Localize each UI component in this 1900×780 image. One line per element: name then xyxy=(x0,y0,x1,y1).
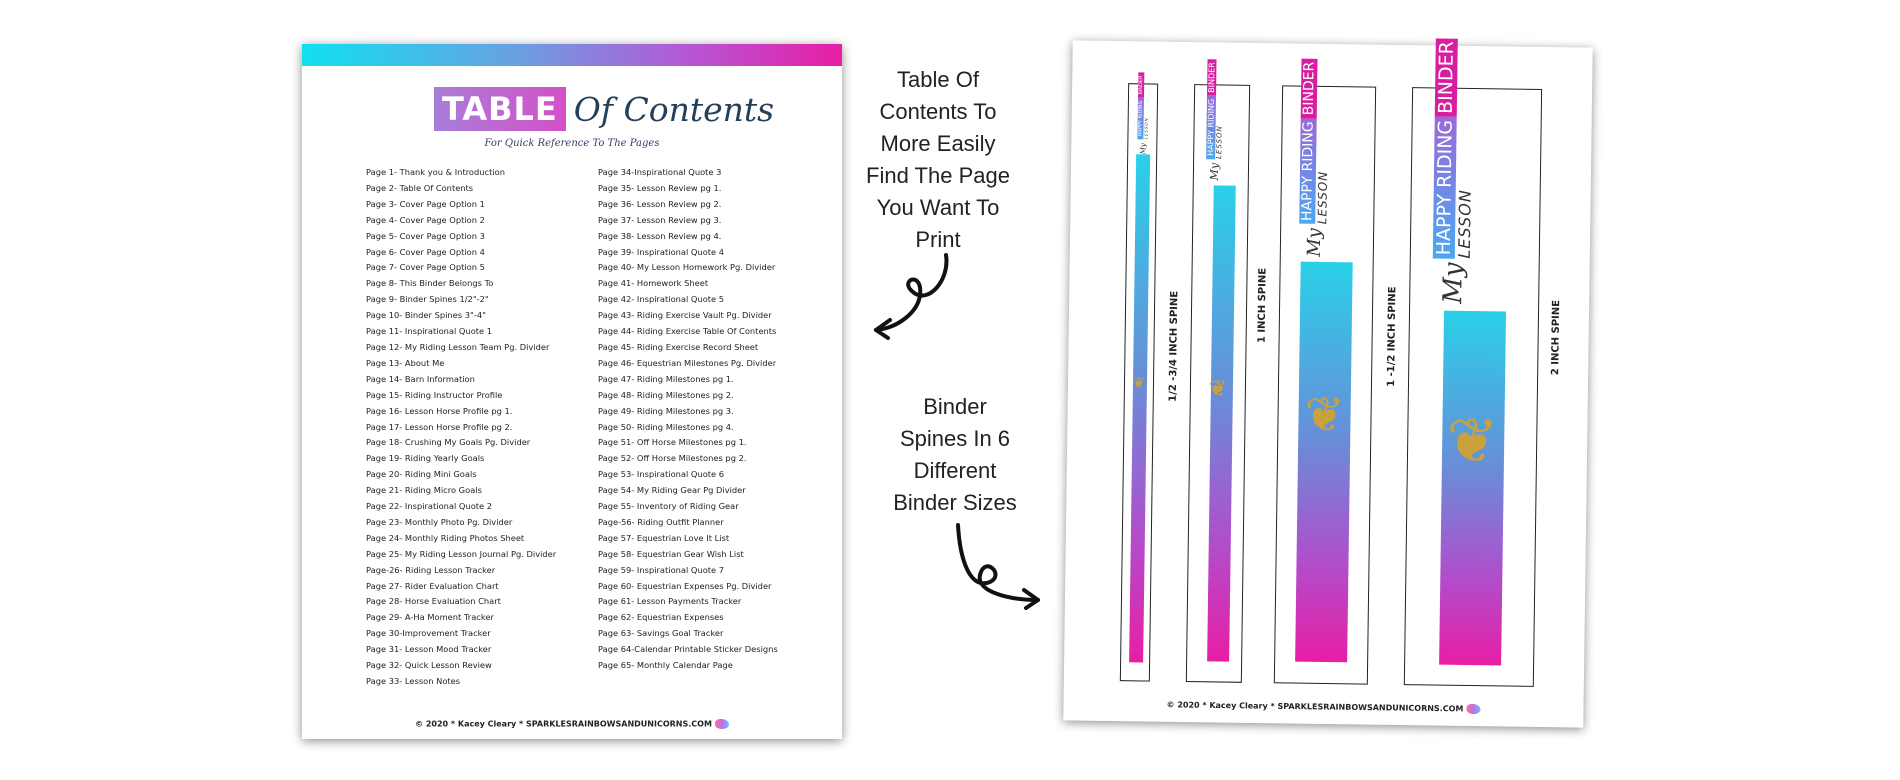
toc-entry: Page 62- Equestrian Expenses xyxy=(598,612,724,623)
spine-title xyxy=(1137,72,1149,154)
unicorn-icon xyxy=(715,719,729,729)
toc-footer-text: © 2020 * Kacey Cleary * SPARKLESRAINBOWSANDUNICORNS.COM xyxy=(415,719,712,729)
curly-arrow-icon xyxy=(868,250,958,340)
caption-line: Spines In 6 xyxy=(899,426,1011,451)
toc-entry: Page 23- Monthly Photo Pg. Divider xyxy=(366,516,513,527)
toc-page xyxy=(302,44,842,739)
toc-entry: Page 61- Lesson Payments Tracker xyxy=(598,596,742,607)
toc-entry: Page 7- Cover Page Option 5 xyxy=(366,262,485,273)
spine-title-happy: HAPPY RIDING xyxy=(1137,98,1144,140)
spine-title-binder: BINDER xyxy=(1207,59,1217,96)
toc-entry: Page 2- Table Of Contents xyxy=(366,182,474,193)
spine-title-lesson: LESSON xyxy=(1454,189,1475,259)
toc-entry: Page 16- Lesson Horse Profile pg 1. xyxy=(366,405,513,416)
toc-title-box: TABLE xyxy=(434,87,566,131)
toc-entry: Page 58- Equestrian Gear Wish List xyxy=(598,548,744,559)
spine-gradient xyxy=(1129,154,1150,662)
spine-label: 2 INCH SPINE xyxy=(1550,299,1563,376)
spine-label: 1/2 -3/4 INCH SPINE xyxy=(1167,290,1181,402)
toc-entry: Page 11- Inspirational Quote 1 xyxy=(366,326,493,337)
spines-footer xyxy=(1063,698,1583,715)
spine-title-my: My xyxy=(1207,162,1222,181)
toc-entry: Page 29- A-Ha Moment Tracker xyxy=(366,612,494,623)
toc-entry: Page 13- About Me xyxy=(366,357,445,368)
toc-entry: Page 9- Binder Spines 1/2"-2" xyxy=(366,294,489,305)
gradient-header-bar xyxy=(302,44,842,66)
toc-entry: Page 64-Calendar Printable Sticker Designs xyxy=(598,644,778,655)
toc-entry: Page 4- Cover Page Option 2 xyxy=(366,214,485,225)
toc-entry: Page 15- Riding Instructor Profile xyxy=(366,389,503,400)
spine-title-lesson: LESSON xyxy=(1315,170,1330,225)
toc-entry: Page 21- Riding Micro Goals xyxy=(366,485,482,496)
spine-title-happy: HAPPY RIDING xyxy=(1299,118,1316,224)
toc-entry: Page 38- Lesson Review pg 4. xyxy=(598,230,722,241)
curly-arrow-icon xyxy=(950,520,1045,610)
caption-line: Binder xyxy=(923,394,987,419)
spine-title-my: My xyxy=(1437,262,1469,304)
unicorn-icon xyxy=(1466,704,1480,714)
toc-entry: Page 57- Equestrian Love It List xyxy=(598,532,730,543)
caption-line: Binder Sizes xyxy=(893,490,1017,515)
toc-entry: Page 65- Monthly Calendar Page xyxy=(598,660,733,671)
spine-title-my: My xyxy=(1303,228,1325,257)
toc-entry: Page 54- My Riding Gear Pg Divider xyxy=(598,485,746,496)
toc-entry: Page 25- My Riding Lesson Journal Pg. Divider xyxy=(366,548,557,559)
spine-title-binder: BINDER xyxy=(1138,72,1144,97)
toc-title xyxy=(434,87,774,131)
toc-entry: Page 53- Inspirational Quote 6 xyxy=(598,469,725,480)
spine-caption xyxy=(880,391,1030,519)
spine-gradient xyxy=(1295,262,1353,663)
spine-gradient xyxy=(1207,185,1236,661)
toc-entry: Page 40- My Lesson Homework Pg. Divider xyxy=(598,262,776,273)
spine-label: 1 INCH SPINE xyxy=(1256,267,1269,344)
spine-title-happy: HAPPY RIDING xyxy=(1433,117,1457,259)
toc-entry: Page 52- Off Horse Milestones pg 2. xyxy=(598,453,747,464)
toc-entry: Page 39- Inspirational Quote 4 xyxy=(598,246,725,257)
spine-half-inch xyxy=(1120,75,1158,681)
toc-entry: Page 30-Improvement Tracker xyxy=(366,628,491,639)
toc-entry: Page 32- Quick Lesson Review xyxy=(366,660,492,671)
toc-entry: Page 55- Inventory of Riding Gear xyxy=(598,501,739,512)
toc-entry: Page 17- Lesson Horse Profile pg 2. xyxy=(366,421,513,432)
spine-title-happy: HAPPY RIDING xyxy=(1206,96,1216,159)
caption-line: More Easily xyxy=(880,131,996,156)
toc-subtitle: For Quick Reference To The Pages xyxy=(484,138,660,149)
toc-entry: Page 8- This Binder Belongs To xyxy=(366,278,494,289)
spine-title xyxy=(1206,59,1225,180)
spine-title-lesson: LESSON xyxy=(1215,125,1224,160)
toc-entry: Page 43- Riding Exercise Vault Pg. Divider xyxy=(598,310,772,321)
toc-entry: Page-26- Riding Lesson Tracker xyxy=(366,564,496,575)
toc-entry: Page 10- Binder Spines 3"-4" xyxy=(366,310,486,321)
toc-title-script: Of Contents xyxy=(573,89,775,129)
toc-entry: Page 1- Thank you & Introduction xyxy=(366,167,505,177)
toc-entry: Page 27- Rider Evaluation Chart xyxy=(366,580,499,591)
ornament-icon: ❦ xyxy=(1208,375,1228,401)
caption-line: Contents To xyxy=(879,99,997,124)
toc-entry: Page 59- Inspirational Quote 7 xyxy=(598,564,725,575)
ornament-icon: ❦ xyxy=(1133,374,1145,391)
toc-entry: Page 44- Riding Exercise Table Of Contents xyxy=(598,326,777,337)
spines-footer-text: © 2020 * Kacey Cleary * SPARKLESRAINBOWSANDUNICORNS.COM xyxy=(1166,700,1464,714)
caption-line: You Want To xyxy=(876,195,1000,220)
toc-entry: Page 14- Barn Information xyxy=(366,373,475,384)
toc-column-2 xyxy=(598,165,778,674)
spine-title-my: My xyxy=(1138,143,1147,155)
spine-title-binder: BINDER xyxy=(1301,59,1318,119)
toc-entry: Page 31- Lesson Mood Tracker xyxy=(366,644,492,655)
toc-entry: Page 49- Riding Milestones pg 3. xyxy=(598,405,734,416)
caption-line: Find The Page xyxy=(866,163,1010,188)
spine-1-5-inch xyxy=(1274,61,1376,684)
spine-title-lesson: LESSON xyxy=(1143,117,1149,140)
toc-caption xyxy=(858,64,1018,256)
toc-entry: Page 33- Lesson Notes xyxy=(366,676,461,686)
toc-entry: Page 34-Inspirational Quote 3 xyxy=(598,167,722,177)
toc-footer xyxy=(302,719,842,729)
toc-entry: Page 63- Savings Goal Tracker xyxy=(598,628,724,639)
toc-entry: Page 47- Riding Milestones pg 1. xyxy=(598,373,734,384)
toc-entry: Page 50- Riding Milestones pg 4. xyxy=(598,421,734,432)
toc-entry: Page 35- Lesson Review pg 1. xyxy=(598,182,722,193)
ornament-icon: ❦ xyxy=(1445,406,1499,477)
toc-entry: Page 42- Inspirational Quote 5 xyxy=(598,294,725,305)
toc-entry: Page 18- Crushing My Goals Pg. Divider xyxy=(366,437,531,448)
toc-entry: Page 46- Equestrian Milestones Pg. Divider xyxy=(598,357,777,368)
toc-entry: Page 28- Horse Evaluation Chart xyxy=(366,596,501,607)
spine-gradient xyxy=(1439,311,1506,666)
toc-entry: Page 45- Riding Exercise Record Sheet xyxy=(598,341,759,352)
toc-entry: Page 12- My Riding Lesson Team Pg. Divider xyxy=(366,341,550,352)
toc-entry: Page 20- Riding Mini Goals xyxy=(366,469,477,480)
ornament-icon: ❦ xyxy=(1304,388,1346,443)
spine-title xyxy=(1299,59,1332,257)
caption-line: Different xyxy=(913,458,997,483)
toc-entry: Page 51- Off Horse Milestones pg 1. xyxy=(598,437,747,448)
toc-column-1 xyxy=(366,165,556,690)
toc-entry: Page 48- Riding Milestones pg 2. xyxy=(598,389,734,400)
caption-line: Table Of xyxy=(897,67,979,92)
spine-label: 1 -1/2 INCH SPINE xyxy=(1385,286,1399,387)
toc-entry: Page 22- Inspirational Quote 2 xyxy=(366,501,493,512)
spine-title-binder: BINDER xyxy=(1435,38,1458,117)
toc-entry: Page 24- Monthly Riding Photos Sheet xyxy=(366,532,525,543)
toc-entry: Page 60- Equestrian Expenses Pg. Divider xyxy=(598,580,772,591)
toc-entry: Page 37- Lesson Review pg 3. xyxy=(598,214,722,225)
toc-entry: Page 5- Cover Page Option 3 xyxy=(366,230,485,241)
toc-entry: Page 41- Homework Sheet xyxy=(598,278,709,289)
toc-entry: Page 19- Riding Yearly Goals xyxy=(366,453,485,464)
spine-2-inch xyxy=(1404,41,1542,687)
toc-entry: Page 6- Cover Page Option 4 xyxy=(366,246,485,257)
binder-spines-page xyxy=(1063,40,1592,727)
toc-entry: Page-56- Riding Outfit Planner xyxy=(598,516,724,527)
toc-entry: Page 36- Lesson Review pg 2. xyxy=(598,198,722,209)
spine-1-inch xyxy=(1186,62,1250,683)
toc-entry: Page 3- Cover Page Option 1 xyxy=(366,198,485,209)
caption-line: Print xyxy=(915,227,961,252)
spine-title xyxy=(1432,38,1477,304)
